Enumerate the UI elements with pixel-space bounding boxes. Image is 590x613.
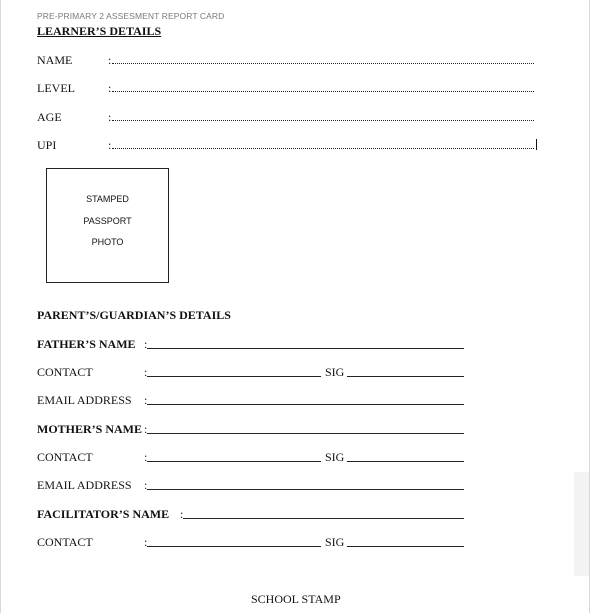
facilitator-sig-input-line[interactable]	[347, 546, 464, 547]
mother-sig-label: SIG	[325, 450, 345, 464]
father-contact-colon: :	[144, 365, 148, 379]
upi-label: UPI	[37, 138, 57, 152]
photo-label-line1: STAMPED	[86, 194, 129, 204]
passport-photo-box	[46, 168, 169, 283]
facilitator-contact-input-line[interactable]	[147, 546, 321, 547]
school-stamp-label: SCHOOL STAMP	[251, 592, 341, 606]
father-email-label: EMAIL ADDRESS	[37, 393, 132, 407]
name-colon: :	[108, 53, 112, 67]
side-scroll-panel[interactable]	[574, 472, 589, 576]
father-contact-label: CONTACT	[37, 365, 93, 379]
father-sig-input-line[interactable]	[347, 376, 464, 377]
mother-contact-colon: :	[144, 450, 148, 464]
level-label: LEVEL	[37, 81, 75, 95]
mother-email-input-line[interactable]	[147, 489, 464, 490]
father-name-colon: :	[144, 337, 148, 351]
facilitator-sig-label: SIG	[325, 535, 345, 549]
mother-email-label: EMAIL ADDRESS	[37, 478, 132, 492]
photo-label-line2: PASSPORT	[83, 216, 132, 226]
document-header: PRE-PRIMARY 2 ASSESMENT REPORT CARD	[37, 11, 225, 21]
text-cursor	[536, 139, 537, 150]
name-input-line[interactable]	[112, 63, 534, 64]
upi-input-line[interactable]	[112, 148, 534, 149]
mother-name-colon: :	[144, 422, 148, 436]
mother-sig-input-line[interactable]	[347, 461, 464, 462]
father-contact-input-line[interactable]	[147, 376, 321, 377]
mother-name-label: MOTHER’S NAME	[37, 422, 142, 436]
father-email-colon: :	[144, 393, 148, 407]
mother-email-colon: :	[144, 478, 148, 492]
mother-contact-label: CONTACT	[37, 450, 93, 464]
name-label: NAME	[37, 53, 73, 67]
guardian-details-title: PARENT’S/GUARDIAN’S DETAILS	[37, 308, 231, 322]
level-colon: :	[108, 81, 112, 95]
age-label: AGE	[37, 110, 62, 124]
age-colon: :	[108, 110, 112, 124]
father-email-input-line[interactable]	[147, 404, 464, 405]
level-input-line[interactable]	[112, 91, 534, 92]
facilitator-name-colon: :	[180, 507, 184, 521]
mother-contact-input-line[interactable]	[147, 461, 321, 462]
father-name-input-line[interactable]	[147, 348, 464, 349]
facilitator-contact-colon: :	[144, 535, 148, 549]
father-sig-label: SIG	[325, 365, 345, 379]
father-name-label: FATHER’S NAME	[37, 337, 136, 351]
mother-name-input-line[interactable]	[147, 433, 464, 434]
learner-details-title: LEARNER’S DETAILS	[37, 24, 162, 38]
facilitator-name-input-line[interactable]	[183, 518, 464, 519]
photo-label-line3: PHOTO	[91, 237, 124, 247]
age-input-line[interactable]	[112, 120, 534, 121]
facilitator-contact-label: CONTACT	[37, 535, 93, 549]
upi-colon: :	[108, 138, 112, 152]
facilitator-name-label: FACILITATOR’S NAME	[37, 507, 170, 521]
